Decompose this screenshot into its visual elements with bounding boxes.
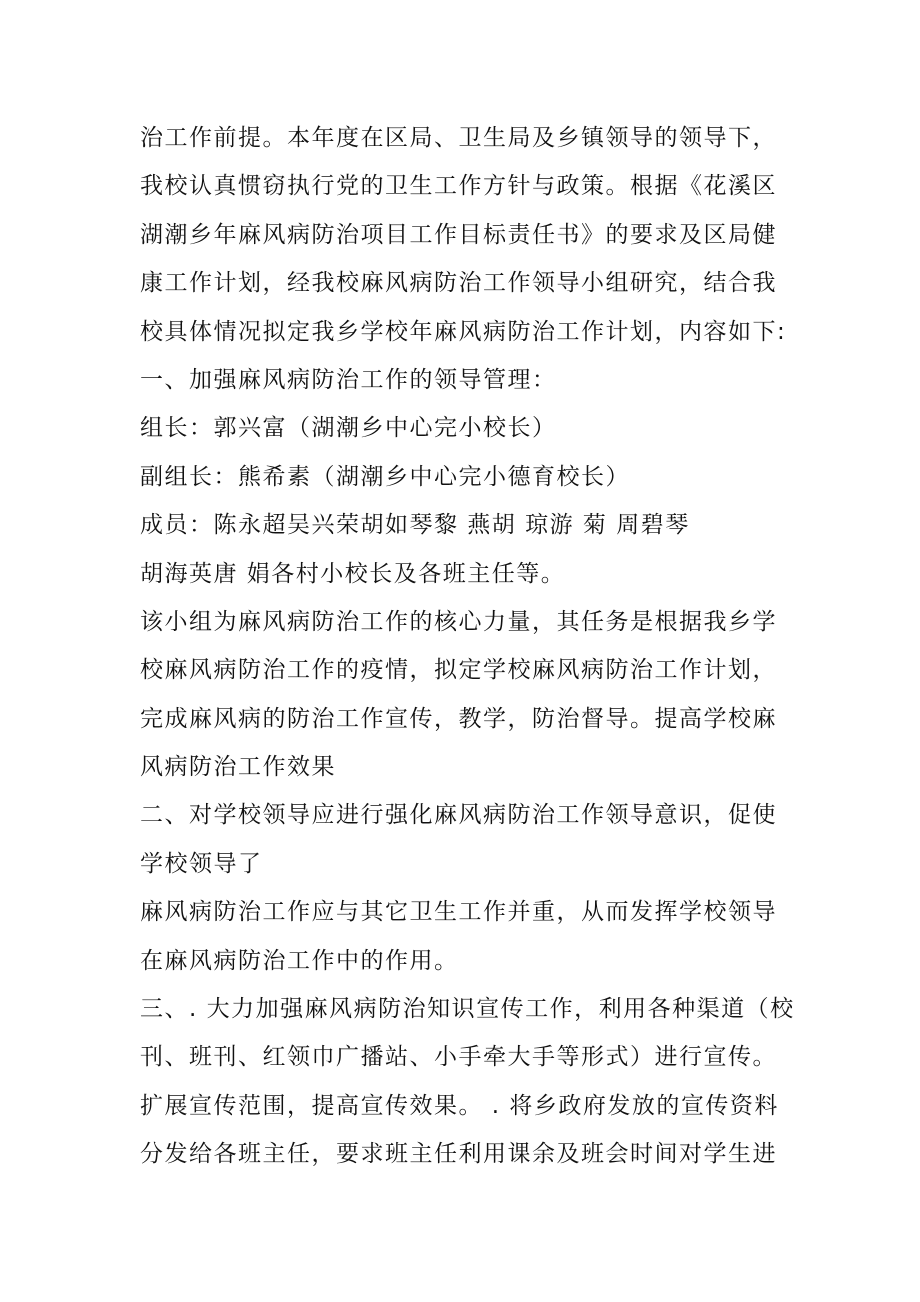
- text-line: 副组长：熊希素（湖潮乡中心完小德育校长）: [140, 463, 630, 490]
- text-line: 风病防治工作效果: [140, 754, 336, 781]
- section-heading: 三、. 大力加强麻风病防治知识宣传工作，利用各种渠道（校: [140, 996, 795, 1023]
- text-line: 康工作计划，经我校麻风病防治工作领导小组研究，结合我: [140, 270, 777, 297]
- section-heading: 二、对学校领导应进行强化麻风病防治工作领导意识，促使: [140, 802, 777, 829]
- text-line: 湖潮乡年麻风病防治项目工作目标责任书》的要求及区局健: [140, 221, 777, 248]
- text-line: 麻风病防治工作应与其它卫生工作并重，从而发挥学校领导: [140, 899, 777, 926]
- section-heading: 一、加强麻风病防治工作的领导管理：: [140, 366, 557, 393]
- text-line: 扩展宣传范围，提高宣传效果。 . 将乡政府发放的宣传资料: [140, 1092, 779, 1119]
- text-line: 刊、班刊、红领巾广播站、小手牵大手等形式）进行宣传。: [140, 1044, 777, 1071]
- text-line: 胡海英唐 娟各村小校长及各班主任等。: [140, 560, 566, 587]
- text-line: 组长：郭兴富（湖潮乡中心完小校长）: [140, 415, 557, 442]
- body-text: [140, 114, 810, 1179]
- text-line: 我校认真惯窃执行党的卫生工作方针与政策。根据《花溪区: [140, 173, 777, 200]
- text-line: 在麻风病防治工作中的作用。: [140, 947, 459, 974]
- text-line: 分发给各班主任，要求班主任利用课余及班会时间对学生进: [140, 1141, 777, 1168]
- text-line: 学校领导了: [140, 850, 263, 877]
- text-line: 完成麻风病的防治工作宣传，教学，防治督导。提高学校麻: [140, 705, 777, 732]
- text-line: 治工作前提。本年度在区局、卫生局及乡镇领导的领导下，: [140, 125, 777, 151]
- text-line: 校麻风病防治工作的疫情，拟定学校麻风病防治工作计划，: [140, 657, 777, 684]
- text-line: 成员：陈永超吴兴荣胡如琴黎 燕胡 琼游 菊 周碧琴: [140, 512, 690, 539]
- text-line: 校具体情况拟定我乡学校年麻风病防治工作计划，内容如下:: [140, 318, 787, 345]
- text-line: 该小组为麻风病防治工作的核心力量，其任务是根据我乡学: [140, 608, 777, 635]
